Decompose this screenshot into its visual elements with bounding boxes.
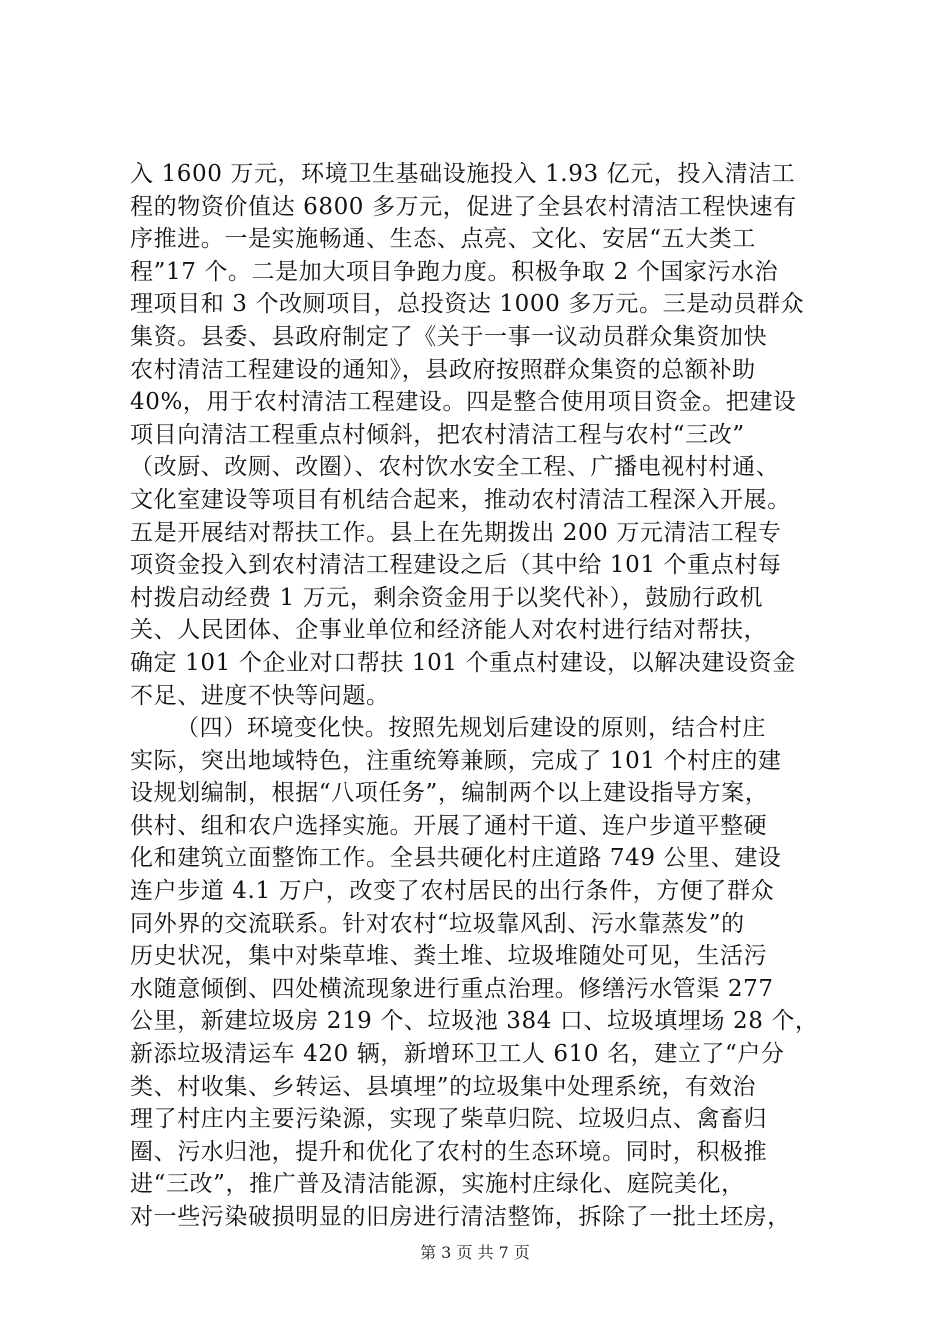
text-line: 连户步道 4.1 万户，改变了农村居民的出行条件，方便了群众 — [130, 878, 775, 905]
text-line: 不足、进度不快等问题。 — [130, 682, 390, 709]
text-line: 项目向清洁工程重点村倾斜，把农村清洁工程与农村“三改” — [130, 421, 745, 448]
text-line: 化和建筑立面整饰工作。全县共硬化村庄道路 749 公里、建设 — [130, 845, 782, 872]
text-line: 新添垃圾清运车 420 辆，新增环卫工人 610 名，建立了“户分 — [130, 1041, 785, 1068]
text-line: 理了村庄内主要污染源，实现了柴草归院、垃圾归点、禽畜归 — [130, 1106, 768, 1133]
text-line: 供村、组和农户选择实施。开展了通村干道、连户步道平整硬 — [130, 812, 768, 839]
text-line: 村拨启动经费 1 万元，剩余资金用于以奖代补），鼓励行政机 — [130, 584, 764, 611]
text-line: 入 1600 万元，环境卫生基础设施投入 1.93 亿元，投入清洁工 — [130, 161, 796, 187]
text-line: 农村清洁工程建设的通知》，县政府按照群众集资的总额补助 — [130, 356, 756, 383]
text-line: 程的物资价值达 6800 多万元，促进了全县农村清洁工程快速有 — [130, 193, 797, 220]
page-number-footer: 第 3 页 共 7 页 — [420, 1243, 530, 1262]
text-line: （改厨、改厕、改圈）、农村饮水安全工程、广播电视村村通、 — [130, 454, 780, 481]
body-text — [130, 158, 830, 1234]
text-line: 圈、污水归池，提升和优化了农村的生态环境。同时，积极推 — [130, 1138, 768, 1165]
text-line: 类、村收集、乡转运、县填埋”的垃圾集中处理系统，有效治 — [130, 1073, 756, 1100]
text-line: 水随意倾倒、四处横流现象进行重点治理。修缮污水管渠 277 — [130, 975, 774, 1002]
text-line: 进“三改”，推广普及清洁能源，实施村庄绿化、庭院美化， — [130, 1171, 745, 1198]
text-line: 关、人民团体、企事业单位和经济能人对农村进行结对帮扶， — [130, 617, 768, 644]
text-line: 历史状况，集中对柴草堆、粪土堆、垃圾堆随处可见，生活污 — [130, 943, 768, 970]
text-line: 公里，新建垃圾房 219 个、垃圾池 384 口、垃圾填埋场 28 个， — [130, 1008, 819, 1035]
section-heading-line: （四）环境变化快。按照先规划后建设的原则，结合村庄 — [176, 715, 766, 742]
text-line: 40%，用于农村清洁工程建设。四是整合使用项目资金。把建设 — [130, 389, 797, 416]
text-line: 对一些污染破损明显的旧房进行清洁整饰，拆除了一批土坯房， — [130, 1204, 791, 1230]
text-line: 理项目和 3 个改厕项目，总投资达 1000 多万元。三是动员群众 — [130, 291, 805, 318]
text-line: 同外界的交流联系。针对农村“垃圾靠风刮、污水靠蒸发”的 — [130, 910, 745, 937]
text-line: 序推进。一是实施畅通、生态、点亮、文化、安居“五大类工 — [130, 226, 756, 253]
text-line: 五是开展结对帮扶工作。县上在先期拨出 200 万元清洁工程专 — [130, 519, 782, 546]
text-line: 文化室建设等项目有机结合起来，推动农村清洁工程深入开展。 — [130, 486, 791, 513]
text-line: 集资。县委、县政府制定了《关于一事一议动员群众集资加快 — [130, 323, 768, 350]
text-line: 实际，突出地域特色，注重统筹兼顾，完成了 101 个村庄的建 — [130, 747, 782, 774]
text-line: 程”17 个。二是加大项目争跑力度。积极争取 2 个国家污水治 — [130, 258, 779, 285]
text-line: 确定 101 个企业对口帮扶 101 个重点村建设，以解决建设资金 — [130, 649, 796, 676]
text-line: 设规划编制，根据“八项任务”，编制两个以上建设指导方案， — [130, 780, 769, 807]
text-line: 项资金投入到农村清洁工程建设之后（其中给 101 个重点村每 — [130, 552, 782, 579]
